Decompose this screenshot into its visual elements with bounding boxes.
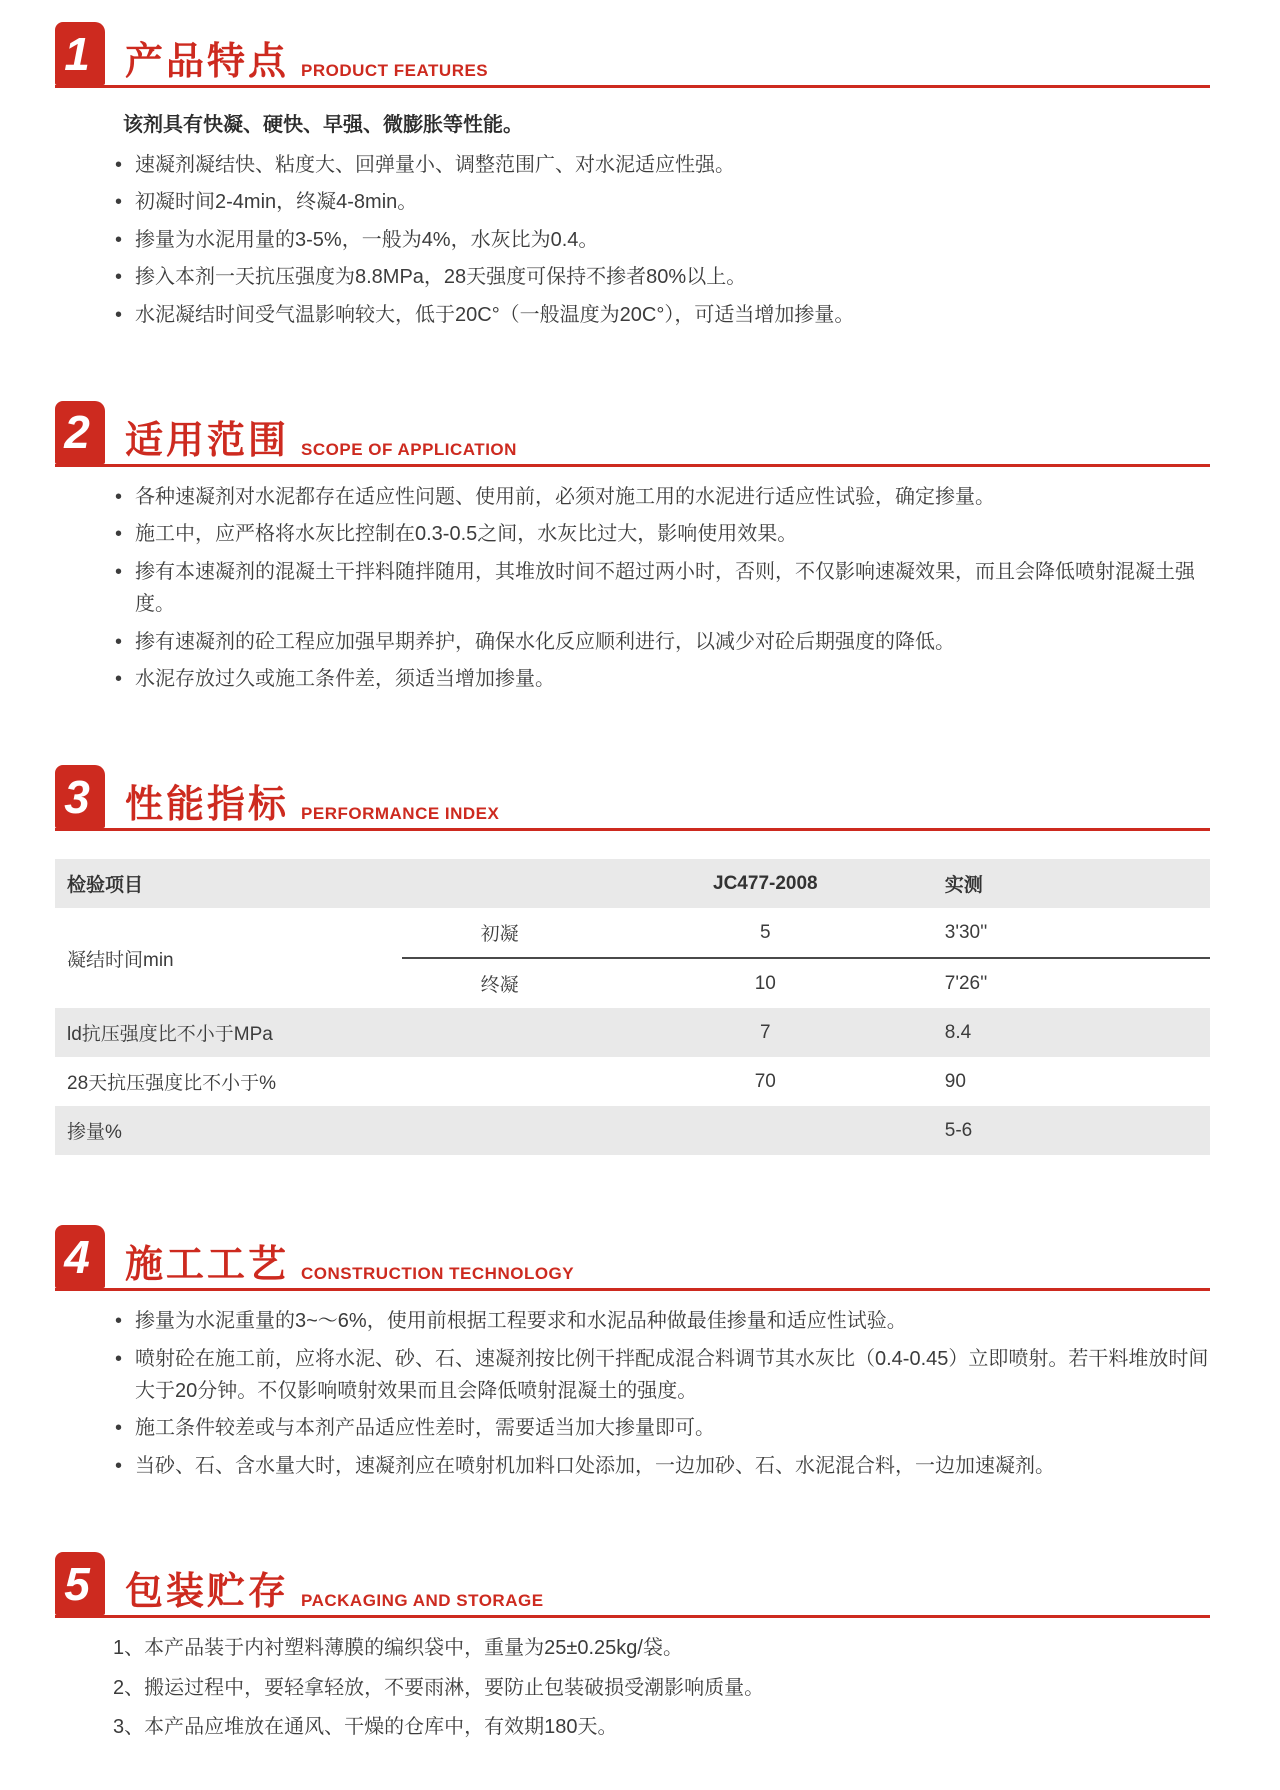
cell-1d-strength-measured: 8.4 — [944, 1021, 972, 1043]
bullet-list — [113, 1305, 1210, 1482]
table-row-1d-strength — [55, 1008, 1210, 1057]
section-2-header — [55, 401, 1210, 467]
cell-28d-strength-standard: 70 — [754, 1070, 776, 1092]
bullet-list — [113, 149, 1210, 331]
bullet-item: • 掺有本速凝剂的混凝土干拌料随拌随用，其堆放时间不超过两小时，否则，不仅影响速凝效果，而且会降低喷射混凝土强度。 — [113, 556, 1210, 621]
section-5-body — [55, 1618, 1210, 1743]
section-title-en: PRODUCT FEATURES — [301, 61, 489, 80]
section-1-header — [55, 22, 1210, 88]
table-header-row — [55, 859, 1210, 908]
section-performance-index — [55, 765, 1210, 1155]
bullet-item: • 掺有速凝剂的砼工程应加强早期养护，确保水化反应顺利进行，以减少对砼后期强度的降低。 — [113, 626, 1210, 658]
section-3-header — [55, 765, 1210, 831]
col-header-measured: 实测 — [944, 875, 983, 897]
cell-dosage-measured: 5-6 — [944, 1119, 973, 1141]
bullet-item: • 当砂、石、含水量大时，速凝剂应在喷射机加料口处添加，一边加砂、石、水泥混合料，一边加速凝剂。 — [113, 1450, 1210, 1482]
section-scope-of-application — [55, 401, 1210, 695]
bullet-item: • 掺量为水泥用量的3-5%，一般为4%，水灰比为0.4。 — [113, 224, 1210, 256]
bullet-item: • 掺入本剂一天抗压强度为8.8MPa，28天强度可保持不掺者80%以上。 — [113, 261, 1210, 293]
col-header-item: 检验项目 — [67, 875, 144, 897]
cell-initial-set-measured: 3'30'' — [933, 908, 1210, 958]
numbered-item: 2、搬运过程中，要轻拿轻放，不要雨淋，要防止包装破损受潮影响质量。 — [113, 1676, 765, 1699]
section-title-en: PERFORMANCE INDEX — [301, 804, 500, 824]
section-5-header — [55, 1552, 1210, 1618]
section-title-en: SCOPE OF APPLICATION — [301, 439, 517, 459]
intro-line: 该剂具有快凝、硬快、早强、微膨胀等性能。 — [123, 114, 523, 136]
bullet-item: • 水泥存放过久或施工条件差，须适当增加掺量。 — [113, 663, 1210, 695]
bullet-item: • 各种速凝剂对水泥都存在适应性问题、使用前，必须对施工用的水泥进行适应性试验，确定掺量。 — [113, 481, 1210, 513]
table-row-28d-strength — [55, 1057, 1210, 1106]
bullet-item: • 喷射砼在施工前，应将水泥、砂、石、速凝剂按比例干拌配成混合料调节其水灰比（0.4-0.45）立即喷射。若干料堆放时间大于20分钟。不仅影响喷射效果而且会降低喷射混凝土的强度。 — [113, 1343, 1210, 1408]
section-4-header — [55, 1225, 1210, 1291]
cell-setting-time-label: 凝结时间min — [67, 949, 174, 971]
cell-dosage-standard — [598, 1106, 933, 1155]
section-number-badge: 1 — [55, 22, 105, 85]
section-2-body — [55, 467, 1210, 695]
section-title-en: CONSTRUCTION TECHNOLOGY — [301, 1264, 575, 1284]
col-header-standard: JC477-2008 — [713, 872, 818, 894]
cell-1d-strength-standard: 7 — [760, 1021, 771, 1043]
col-header-sub — [402, 859, 598, 908]
cell-initial-set-standard: 5 — [598, 908, 933, 958]
section-1-body — [55, 88, 1210, 331]
cell-initial-set-label: 初凝 — [402, 908, 598, 958]
section-number-badge: 4 — [55, 1225, 105, 1288]
section-number-badge: 2 — [55, 401, 105, 464]
section-3-body — [55, 831, 1210, 1155]
cell-1d-strength-label: ld抗压强度比不小于MPa — [67, 1024, 273, 1046]
numbered-item: 3、本产品应堆放在通风、干燥的仓库中，有效期180天。 — [113, 1716, 618, 1739]
bullet-item: • 速凝剂凝结快、粘度大、回弹量小、调整范围广、对水泥适应性强。 — [113, 149, 1210, 181]
section-title-zh: 产品特点 — [125, 41, 290, 83]
bullet-item: • 水泥凝结时间受气温影响较大，低于20C°（一般温度为20C°），可适当增加掺量。 — [113, 299, 1210, 331]
section-title-zh: 施工工艺 — [125, 1244, 290, 1287]
section-packaging-and-storage — [55, 1552, 1210, 1743]
section-title-en: PACKAGING AND STORAGE — [301, 1591, 544, 1611]
bullet-item: • 掺量为水泥重量的3~～6%，使用前根据工程要求和水泥品种做最佳掺量和适应性试验。 — [113, 1305, 1210, 1337]
cell-28d-strength-measured: 90 — [944, 1070, 966, 1092]
section-number-badge: 3 — [55, 765, 105, 828]
section-title-zh: 包装贮存 — [125, 1571, 290, 1614]
section-title-zh: 适用范围 — [125, 419, 290, 462]
bullet-item: • 施工中，应严格将水灰比控制在0.3-0.5之间，水灰比过大，影响使用效果。 — [113, 518, 1210, 550]
cell-final-set-measured: 7'26'' — [944, 972, 988, 994]
cell-dosage-label: 掺量% — [67, 1122, 122, 1144]
bullet-list — [113, 481, 1210, 695]
section-4-body — [55, 1291, 1210, 1482]
table-row-dosage — [55, 1106, 1210, 1155]
section-title-zh: 性能指标 — [125, 784, 290, 827]
cell-28d-strength-label: 28天抗压强度比不小于% — [67, 1073, 277, 1095]
cell-final-set-standard: 10 — [754, 972, 776, 994]
numbered-item: 1、本产品装于内衬塑料薄膜的编织袋中，重量为25±0.25kg/袋。 — [113, 1637, 683, 1660]
cell-final-set-label: 终凝 — [480, 975, 519, 997]
section-number-badge: 5 — [55, 1552, 105, 1615]
section-construction-technology — [55, 1225, 1210, 1482]
bullet-item: • 初凝时间2-4min，终凝4-8min。 — [113, 186, 1210, 218]
bullet-item: • 施工条件较差或与本剂产品适应性差时，需要适当加大掺量即可。 — [113, 1412, 1210, 1444]
table-row-setting-initial — [55, 908, 1210, 958]
performance-index-table — [55, 859, 1210, 1155]
section-product-features — [55, 22, 1210, 331]
